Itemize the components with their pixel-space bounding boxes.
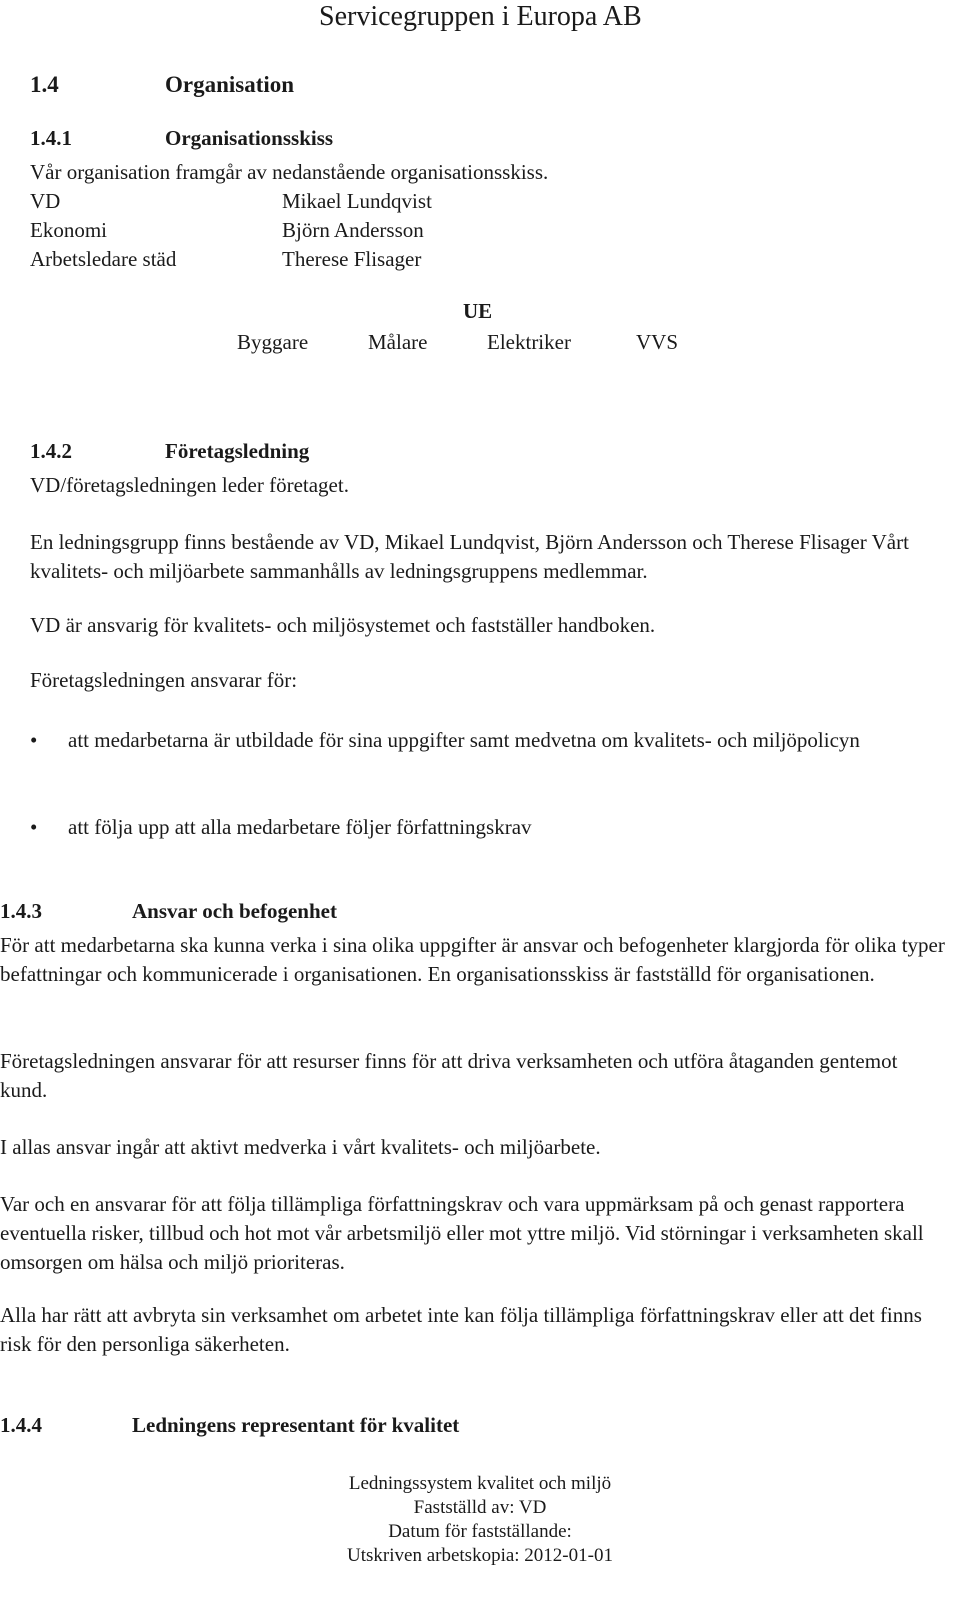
paragraph: För att medarbetarna ska kunna verka i sina olika uppgifter är ansvar och befogenheter klargjorda för olika typer befattningar och kommunicerade i organisationen. En organisationsskiss är fastställd för organisationen. xyxy=(0,933,945,986)
paragraph: Företagsledningen ansvarar för att resurser finns för att driva verksamheten och utföra åtaganden gentemot kund. xyxy=(0,1049,898,1102)
org-role: Ekonomi xyxy=(30,218,107,242)
company-name: Servicegruppen i Europa AB xyxy=(319,1,642,32)
footer-line: Datum för fastställande: xyxy=(388,1521,572,1542)
subsection-number: 1.4.3 xyxy=(0,899,42,923)
org-person: Mikael Lundqvist xyxy=(282,189,432,213)
subsection-title: Företagsledning xyxy=(165,439,310,463)
ue-label: UE xyxy=(463,299,493,323)
subsection-title: Organisationsskiss xyxy=(165,126,334,150)
trade-item: VVS xyxy=(636,330,679,354)
trade-item: Målare xyxy=(368,330,428,354)
section-title: Organisation xyxy=(165,72,295,97)
footer-line: Utskriven arbetskopia: 2012-01-01 xyxy=(347,1545,613,1566)
paragraph: Var och en ansvarar för att följa tillämpliga författningskrav och vara uppmärksam på och genast rapportera eventuella risker, tillbud och hot mot vår arbetsmiljö eller mot yttre miljö. Vid störningar i verksamheten skall omsorgen om hälsa och miljö prioriteras. xyxy=(0,1192,924,1274)
list-item: att medarbetarna är utbildade för sina uppgifter samt medvetna om kvalitets- och miljöpolicyn xyxy=(68,728,860,752)
org-role: Arbetsledare städ xyxy=(30,247,177,271)
subsection-title: Ansvar och befogenhet xyxy=(132,899,337,923)
org-role: VD xyxy=(30,189,61,213)
subsection-number: 1.4.4 xyxy=(0,1413,42,1437)
footer-line: Fastställd av: VD xyxy=(413,1497,547,1518)
footer-line: Ledningssystem kvalitet och miljö xyxy=(348,1473,612,1494)
org-person: Therese Flisager xyxy=(282,247,422,271)
trade-item: Byggare xyxy=(237,330,309,354)
paragraph: En ledningsgrupp finns bestående av VD, Mikael Lundqvist, Björn Andersson och Therese Flisager Vårt kvalitets- och miljöarbete sammanhålls av ledningsgruppens medlemmar. xyxy=(30,530,909,583)
list-item: att följa upp att alla medarbetare följer författningskrav xyxy=(68,815,532,839)
section-number: 1.4 xyxy=(30,72,59,97)
paragraph: VD är ansvarig för kvalitets- och miljösystemet och fastställer handboken. xyxy=(30,613,656,637)
paragraph: Företagsledningen ansvarar för: xyxy=(30,668,298,692)
subsection-title: Ledningens representant för kvalitet xyxy=(132,1413,460,1437)
paragraph: Alla har rätt att avbryta sin verksamhet om arbetet inte kan följa tillämpliga författningskrav eller att det finns risk för den personliga säkerheten. xyxy=(0,1303,922,1356)
trade-item: Elektriker xyxy=(487,330,571,354)
paragraph: VD/företagsledningen leder företaget. xyxy=(30,473,349,497)
bullet-icon: • xyxy=(30,728,38,752)
subsection-number: 1.4.1 xyxy=(30,126,72,150)
subsection-number: 1.4.2 xyxy=(30,439,72,463)
org-person: Björn Andersson xyxy=(282,218,424,242)
bullet-icon: • xyxy=(30,815,38,839)
org-intro: Vår organisation framgår av nedanstående organisationsskiss. xyxy=(30,160,549,184)
paragraph: I allas ansvar ingår att aktivt medverka i vårt kvalitets- och miljöarbete. xyxy=(0,1135,601,1159)
